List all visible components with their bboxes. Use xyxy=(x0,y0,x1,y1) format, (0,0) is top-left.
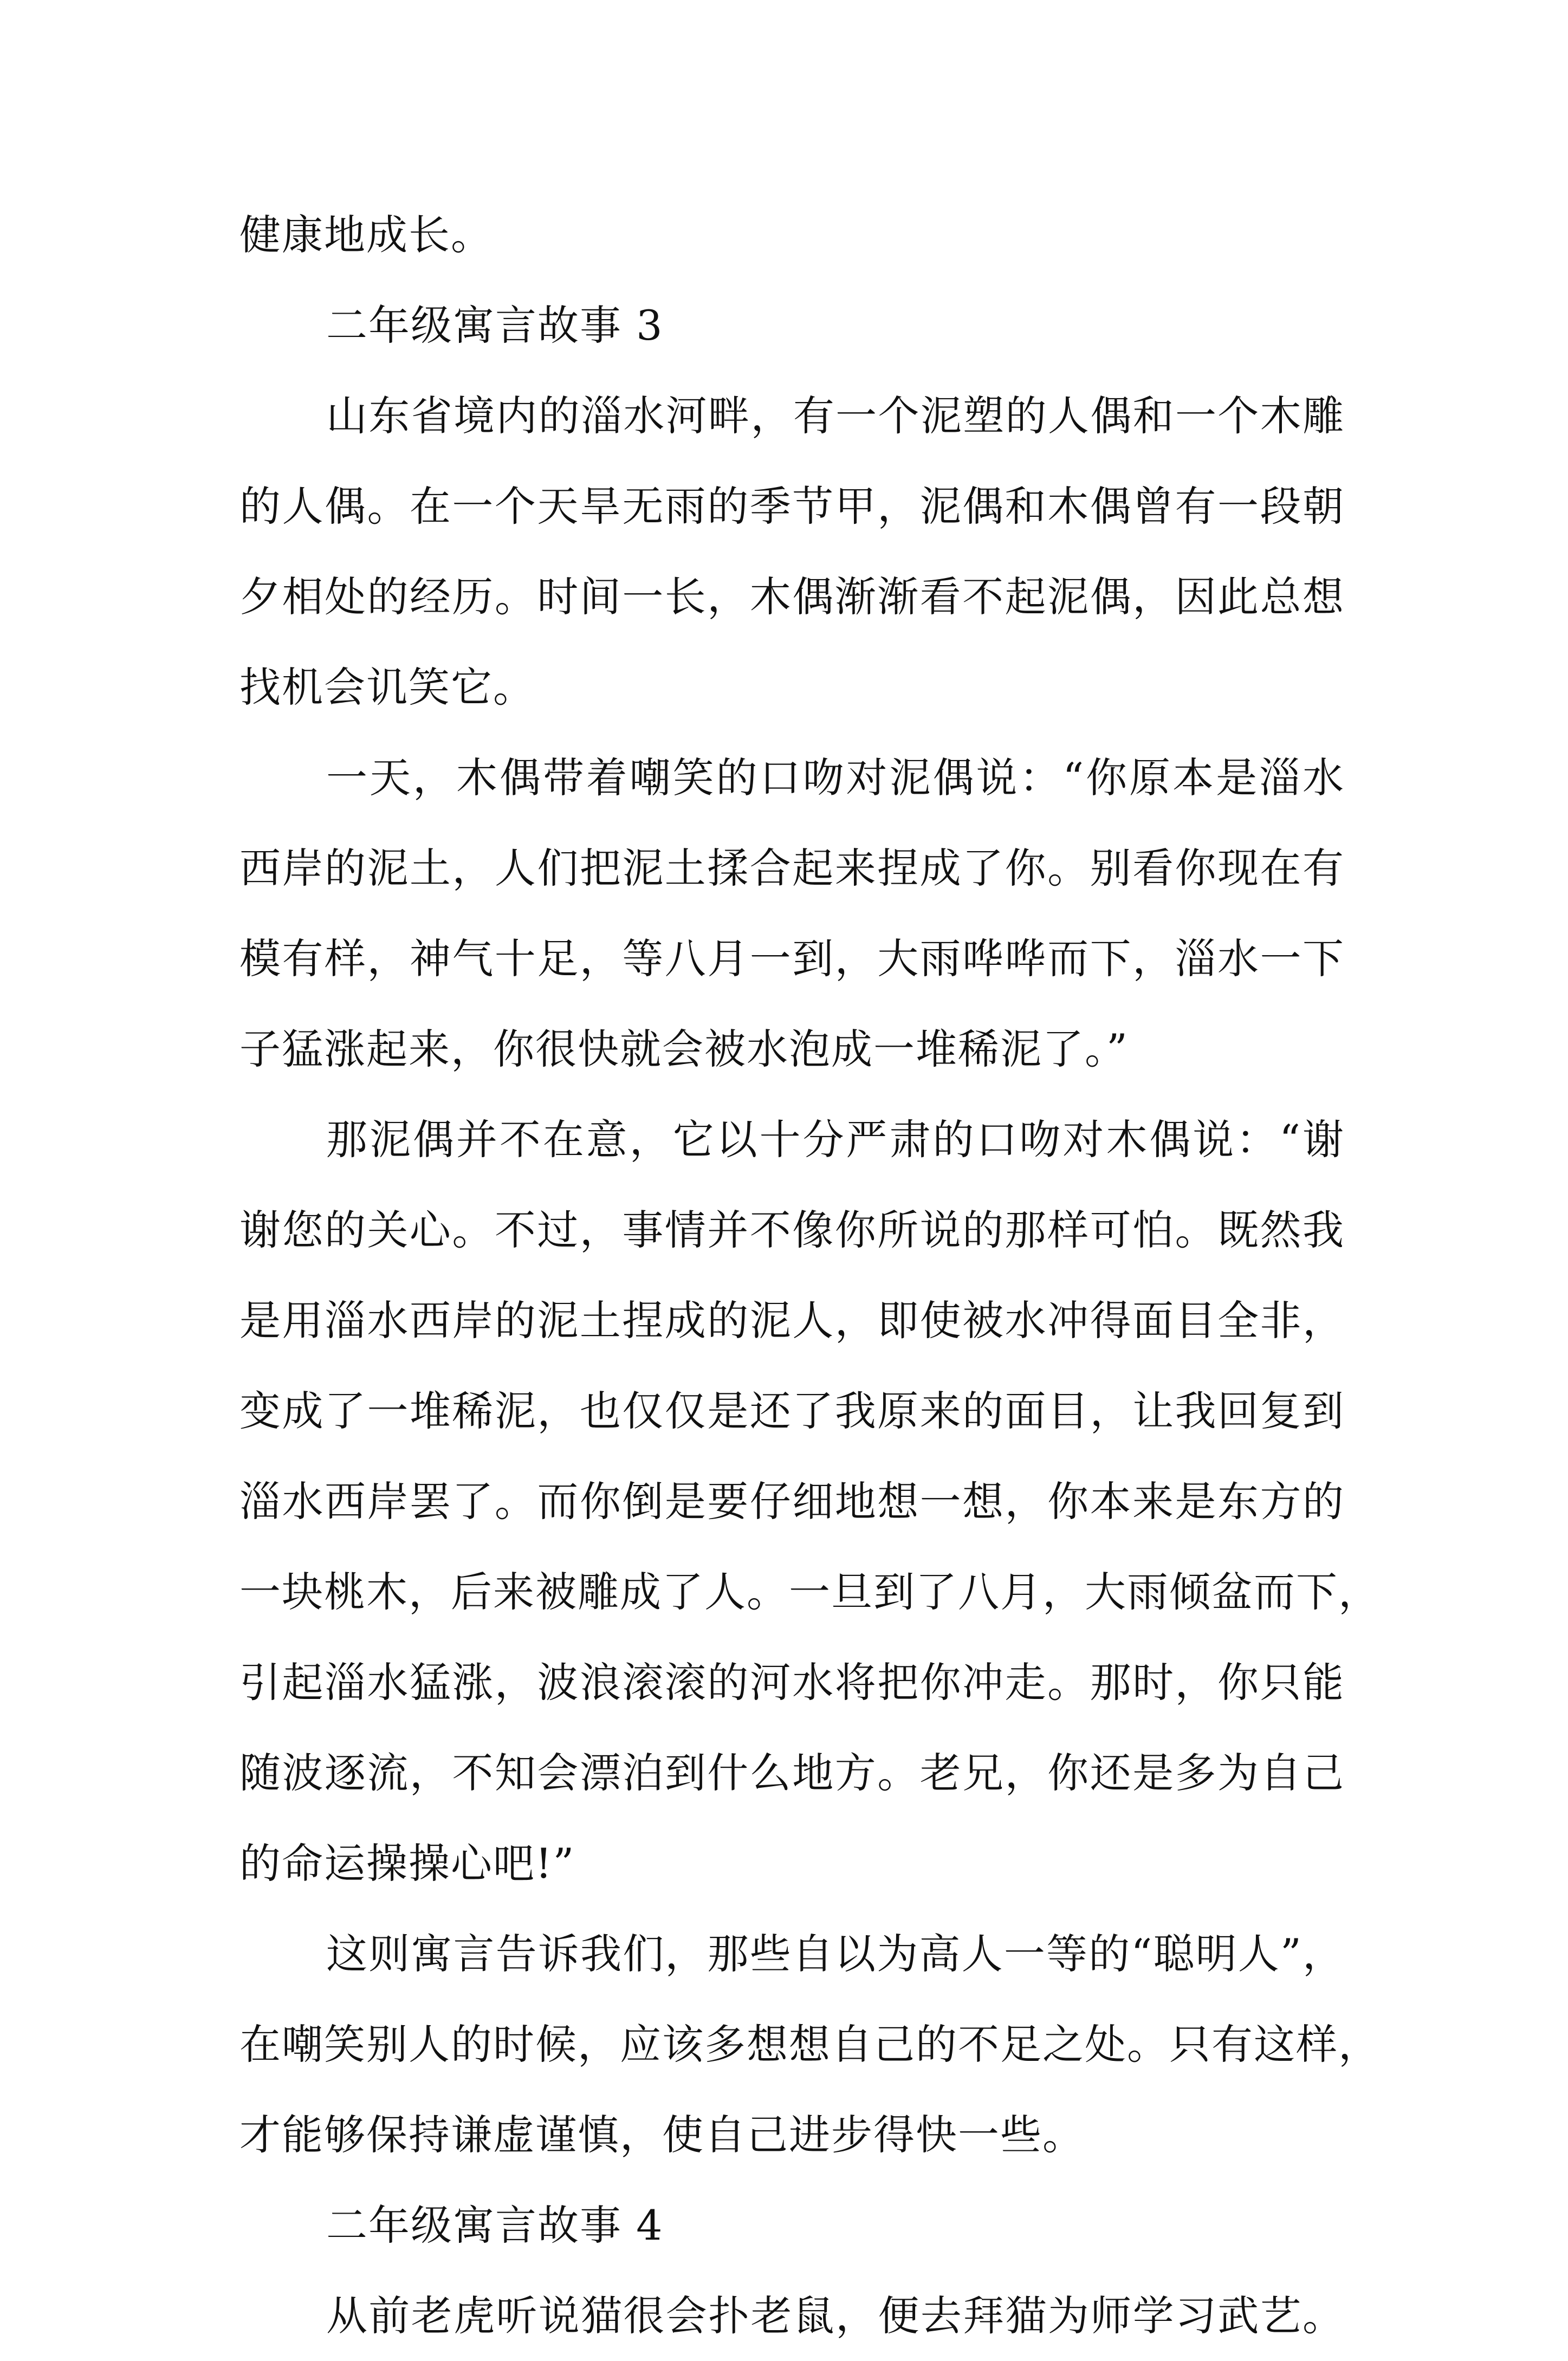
text-line: 才能够保持谦虚谨慎，使自己进步得快一些。 xyxy=(239,2111,1085,2159)
text-line: 引起淄水猛涨，波浪滚滚的河水将把你冲走。那时，你只能 xyxy=(239,1658,1345,1707)
text-line: 随波逐流，不知会漂泊到什么地方。老兄，你还是多为自己 xyxy=(239,1749,1345,1797)
text-line: 淄水西岸罢了。而你倒是要仔细地想一想，你本来是东方的 xyxy=(239,1477,1345,1526)
text-line: 子猛涨起来，你很快就会被水泡成一堆稀泥了。” xyxy=(239,1025,1129,1073)
section-heading: 二年级寓言故事 4 xyxy=(326,2201,664,2249)
text-line: 山东省境内的淄水河畔，有一个泥塑的人偶和一个木雕 xyxy=(326,392,1345,440)
text-line: 模有样，神气十足，等八月一到，大雨哗哗而下，淄水一下 xyxy=(239,935,1345,983)
text-line: 一天，木偶带着嘲笑的口吻对泥偶说：“你原本是淄水 xyxy=(326,754,1345,802)
text-line: 一块桃木，后来被雕成了人。一旦到了八月，大雨倾盆而下， xyxy=(239,1568,1381,1616)
text-line: 的人偶。在一个天旱无雨的季节甲，泥偶和木偶曾有一段朝 xyxy=(239,482,1345,530)
text-line: 夕相处的经历。时间一长，木偶渐渐看不起泥偶，因此总想 xyxy=(239,573,1345,621)
text-line: 健康地成长。 xyxy=(239,211,493,259)
text-line: 谢您的关心。不过，事情并不像你所说的那样可怕。既然我 xyxy=(239,1206,1345,1254)
section-heading: 二年级寓言故事 3 xyxy=(326,301,664,349)
text-line: 的命运操操心吧!” xyxy=(239,1839,575,1887)
text-line: 是用淄水西岸的泥土捏成的泥人，即使被水冲得面目全非， xyxy=(239,1296,1345,1345)
text-line: 从前老虎听说猫很会扑老鼠，便去拜猫为师学习武艺。 xyxy=(326,2292,1345,2340)
text-line: 在嘲笑别人的时候，应该多想想自己的不足之处。只有这样， xyxy=(239,2020,1381,2068)
text-line: 这则寓言告诉我们，那些自以为高人一等的“聪明人”， xyxy=(326,1930,1345,1978)
text-line: 西岸的泥土，人们把泥土揉合起来捏成了你。别看你现在有 xyxy=(239,844,1345,892)
text-line: 变成了一堆稀泥，也仅仅是还了我原来的面目，让我回复到 xyxy=(239,1387,1345,1435)
document-body xyxy=(239,190,1381,2361)
text-line: 那泥偶并不在意，它以十分严肃的口吻对木偶说：“谢 xyxy=(326,1115,1345,1164)
text-line: 找机会讥笑它。 xyxy=(239,663,535,711)
